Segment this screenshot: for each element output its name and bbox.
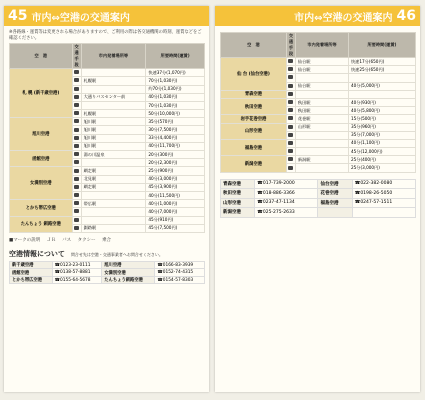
col-icon: 交通手段 xyxy=(72,44,81,69)
contact-phone: ☎018-886-3366 xyxy=(255,189,318,199)
transport-icon xyxy=(286,90,295,98)
table-row xyxy=(10,167,205,175)
contact-name: 山形空港 xyxy=(221,198,255,208)
transport-icon xyxy=(286,131,295,139)
time-fare-cell: 45分(12,000円) xyxy=(348,148,415,156)
transport-icon xyxy=(72,69,81,77)
route-cell xyxy=(81,101,146,109)
route-cell xyxy=(295,90,348,98)
time-fare-cell: 35分(960円) xyxy=(348,123,415,131)
route-cell: 帯広駅 xyxy=(81,200,146,208)
time-fare-cell: 快速17分(650円) xyxy=(348,58,415,66)
destination-cell: 札 幌 (新千歳空港) xyxy=(10,69,73,118)
contact-name: 新千歳空港 xyxy=(10,261,53,269)
route-cell: 花巻駅 xyxy=(295,115,348,123)
col-route: 市内発着場所等 xyxy=(81,44,146,69)
contact-name: 旭川空港 xyxy=(102,261,155,269)
route-cell: 旭川駅 xyxy=(81,134,146,142)
table-row xyxy=(221,58,416,66)
destination-cell: 仙 台 (仙台空港) xyxy=(221,58,287,91)
time-fare-cell: 25分(3,000円) xyxy=(348,164,415,172)
contact-phone: ☎0166-83-3939 xyxy=(155,261,205,269)
contact-row xyxy=(221,189,416,199)
contact-phone: ☎0138-57-8881 xyxy=(52,269,102,277)
right-contact-table xyxy=(220,179,416,218)
route-cell xyxy=(295,131,348,139)
transport-icon xyxy=(72,142,81,150)
transport-icon xyxy=(286,139,295,147)
time-fare-cell: 40分(11,500円) xyxy=(146,191,205,199)
contact-name xyxy=(318,208,352,218)
transport-icon xyxy=(72,208,81,216)
contact-phone: ☎0152-74-4315 xyxy=(155,269,205,277)
destination-cell: 岩手花巻空港 xyxy=(221,115,287,123)
destination-cell: 旭川空港 xyxy=(10,118,73,151)
time-fare-cell xyxy=(348,74,415,82)
contact-name: 秋田空港 xyxy=(221,189,255,199)
time-fare-cell: 40分(11,700円) xyxy=(146,142,205,150)
time-fare-cell: 33分(4,400円) xyxy=(146,134,205,142)
contact-phone: ☎025-275-2633 xyxy=(255,208,318,218)
time-fare-cell: 70分(1,030円) xyxy=(146,101,205,109)
destination-cell: 函館空港 xyxy=(10,151,73,167)
destination-cell: 山形空港 xyxy=(221,123,287,139)
contact-name: 新潟空港 xyxy=(221,208,255,218)
transport-icon xyxy=(286,66,295,74)
contact-phone: ☎0154-57-8303 xyxy=(155,276,205,284)
col-time: 所要時間(運賃) xyxy=(146,44,205,69)
time-fare-cell: 快速37分(1,070円) xyxy=(146,69,205,77)
transport-icon xyxy=(72,85,81,93)
page-title: 市内⇔空港の交通案内 xyxy=(294,12,393,24)
route-cell: 秋田駅 xyxy=(295,98,348,106)
time-fare-cell: 20分(300円) xyxy=(146,151,205,159)
col-origin: 空 港 xyxy=(221,33,287,58)
time-fare-cell: 45分(3,900円) xyxy=(146,183,205,191)
time-fare-cell: 30分(7,500円) xyxy=(146,126,205,134)
page-number: 46 xyxy=(396,8,416,24)
left-page xyxy=(4,6,209,392)
destination-cell: 青森空港 xyxy=(221,90,287,98)
time-fare-cell: 40分(5,000円) xyxy=(348,82,415,90)
contact-row xyxy=(10,276,205,284)
left-page-header xyxy=(4,6,209,26)
route-cell xyxy=(295,139,348,147)
time-fare-cell: 70分(1,030円) xyxy=(146,77,205,85)
transport-icon xyxy=(286,164,295,172)
transport-icon xyxy=(72,93,81,101)
destination-cell: とかち帯広空港 xyxy=(10,200,73,216)
contact-name: 女満別空港 xyxy=(102,269,155,277)
transport-icon xyxy=(286,148,295,156)
contact-row xyxy=(10,261,205,269)
left-contact-table xyxy=(9,261,205,285)
contact-section-title: 空港情報について 問合せ先は空港・交通事業者へお問合せください。 xyxy=(9,249,163,258)
route-cell xyxy=(81,216,146,224)
route-cell: 北見駅 xyxy=(81,175,146,183)
time-fare-cell: 40分(5,800円) xyxy=(348,107,415,115)
route-cell: 旭川駅 xyxy=(81,126,146,134)
table-row xyxy=(221,139,416,147)
table-row xyxy=(10,69,205,77)
route-cell: 湯の川温泉 xyxy=(81,151,146,159)
col-icon: 交通手段 xyxy=(286,33,295,58)
contact-phone: ☎0237-47-1134 xyxy=(255,198,318,208)
destination-cell: 秋田空港 xyxy=(221,98,287,114)
contact-name: 仙台空港 xyxy=(318,179,352,189)
transport-icon xyxy=(72,183,81,191)
transport-icon xyxy=(72,175,81,183)
page-title: 市内⇔空港の交通案内 xyxy=(31,12,130,24)
table-row xyxy=(10,118,205,126)
time-fare-cell: 40分(3,000円) xyxy=(146,175,205,183)
transport-icon xyxy=(286,98,295,106)
contact-name: 青森空港 xyxy=(221,179,255,189)
time-fare-cell: 40分(1,100円) xyxy=(348,139,415,147)
transport-icon xyxy=(286,74,295,82)
time-fare-cell: 45分(7,500円) xyxy=(146,224,205,232)
contact-phone: ☎022-382-0080 xyxy=(352,179,415,189)
transport-icon xyxy=(286,58,295,66)
route-cell xyxy=(295,148,348,156)
legend-bus: バス xyxy=(62,237,72,243)
contact-name: 福島空港 xyxy=(318,198,352,208)
transport-icon xyxy=(286,115,295,123)
right-transport-table xyxy=(220,32,416,173)
transport-icon xyxy=(72,101,81,109)
time-fare-cell: 40分(1,000円) xyxy=(146,200,205,208)
contact-phone: ☎0247-57-1511 xyxy=(352,198,415,208)
contact-row xyxy=(10,269,205,277)
destination-cell: たんちょう 釧路空港 xyxy=(10,216,73,232)
right-page-header xyxy=(215,6,420,26)
contact-phone: ☎0198-26-5050 xyxy=(352,189,415,199)
route-cell: 秋田駅 xyxy=(295,107,348,115)
transport-icon xyxy=(72,200,81,208)
route-cell: 仙台駅 xyxy=(295,66,348,74)
time-fare-cell: 快速25分(650円) xyxy=(348,66,415,74)
destination-cell: 福島空港 xyxy=(221,139,287,155)
table-row xyxy=(221,98,416,106)
route-cell: 旭川駅 xyxy=(81,142,146,150)
transport-icon xyxy=(72,134,81,142)
route-cell xyxy=(81,208,146,216)
transport-icon xyxy=(72,191,81,199)
transport-icon xyxy=(72,118,81,126)
transport-icon xyxy=(72,216,81,224)
time-fare-cell: 45分(910円) xyxy=(146,216,205,224)
transport-icon xyxy=(286,156,295,164)
contact-row xyxy=(221,179,416,189)
contact-phone: ☎0123-23-0111 xyxy=(52,261,102,269)
table-row xyxy=(10,151,205,159)
contact-phone: ☎017-739-2000 xyxy=(255,179,318,189)
route-cell: 旭川駅 xyxy=(81,118,146,126)
table-row xyxy=(221,156,416,164)
route-cell: 札幌駅 xyxy=(81,77,146,85)
route-cell: 釧路駅 xyxy=(81,224,146,232)
time-fare-cell: 25分(900円) xyxy=(146,167,205,175)
transport-icon xyxy=(286,107,295,115)
time-fare-cell: 40分(1,030円) xyxy=(146,93,205,101)
time-fare-cell: 20分(2,300円) xyxy=(146,159,205,167)
contact-name: 函館空港 xyxy=(10,269,53,277)
contact-row xyxy=(221,198,416,208)
route-cell: 網走駅 xyxy=(81,183,146,191)
route-cell xyxy=(81,159,146,167)
route-cell: 大通りバスセンター前 xyxy=(81,93,146,101)
route-cell xyxy=(81,191,146,199)
time-fare-cell: 50分(10,000円) xyxy=(146,110,205,118)
route-cell xyxy=(81,85,146,93)
table-row xyxy=(10,216,205,224)
legend xyxy=(4,233,209,243)
time-fare-cell: 約70分(1,030円) xyxy=(146,85,205,93)
table-row xyxy=(10,200,205,208)
contact-name: たんちょう釧路空港 xyxy=(102,276,155,284)
time-fare-cell: 35分(570円) xyxy=(146,118,205,126)
route-cell: 網走駅 xyxy=(81,167,146,175)
table-row xyxy=(221,90,416,98)
left-transport-table xyxy=(9,43,205,233)
transport-icon xyxy=(286,123,295,131)
legend-taxi: タクシー xyxy=(77,237,96,243)
table-row xyxy=(221,115,416,123)
contact-name: 花巻空港 xyxy=(318,189,352,199)
page-number: 45 xyxy=(8,8,28,24)
time-fare-cell: 15分(500円) xyxy=(348,115,415,123)
route-cell xyxy=(295,74,348,82)
time-fare-cell: 40分(7,000円) xyxy=(146,208,205,216)
route-cell: 新潟駅 xyxy=(295,156,348,164)
col-time: 所要時間(運賃) xyxy=(348,33,415,58)
contact-row xyxy=(221,208,416,218)
transport-icon xyxy=(72,151,81,159)
route-cell xyxy=(295,164,348,172)
legend-shared: 乗合 xyxy=(102,237,112,243)
contact-phone xyxy=(352,208,415,218)
col-origin: 空 港 xyxy=(10,44,73,69)
table-row xyxy=(221,123,416,131)
time-fare-cell xyxy=(348,90,415,98)
time-fare-cell: 25分(400円) xyxy=(348,156,415,164)
legend-title: ■マークの説明 xyxy=(9,237,41,243)
col-route: 市内発着場所等 xyxy=(295,33,348,58)
route-cell xyxy=(81,69,146,77)
transport-icon xyxy=(72,126,81,134)
route-cell: 仙台駅 xyxy=(295,58,348,66)
contact-name: とかち帯広空港 xyxy=(10,276,53,284)
destination-cell: 女満別空港 xyxy=(10,167,73,200)
transport-icon xyxy=(286,82,295,90)
contact-phone: ☎0155-64-5678 xyxy=(52,276,102,284)
time-fare-cell: 40分(930円) xyxy=(348,98,415,106)
disclaimer-note: ※各路線・運賃等は変更される場合がありますので、ご利用の際は各交通機関の時刻、運賃などをご確認ください。 xyxy=(9,30,202,41)
transport-icon xyxy=(72,159,81,167)
time-fare-cell: 35分(7,000円) xyxy=(348,131,415,139)
destination-cell: 新潟空港 xyxy=(221,156,287,172)
transport-icon xyxy=(72,224,81,232)
legend-jr: ＪＲ xyxy=(46,237,56,243)
transport-icon xyxy=(72,110,81,118)
transport-icon xyxy=(72,77,81,85)
route-cell: 山形駅 xyxy=(295,123,348,131)
right-page xyxy=(215,6,420,392)
route-cell: 仙台駅 xyxy=(295,82,348,90)
transport-icon xyxy=(72,167,81,175)
route-cell: 札幌駅 xyxy=(81,110,146,118)
